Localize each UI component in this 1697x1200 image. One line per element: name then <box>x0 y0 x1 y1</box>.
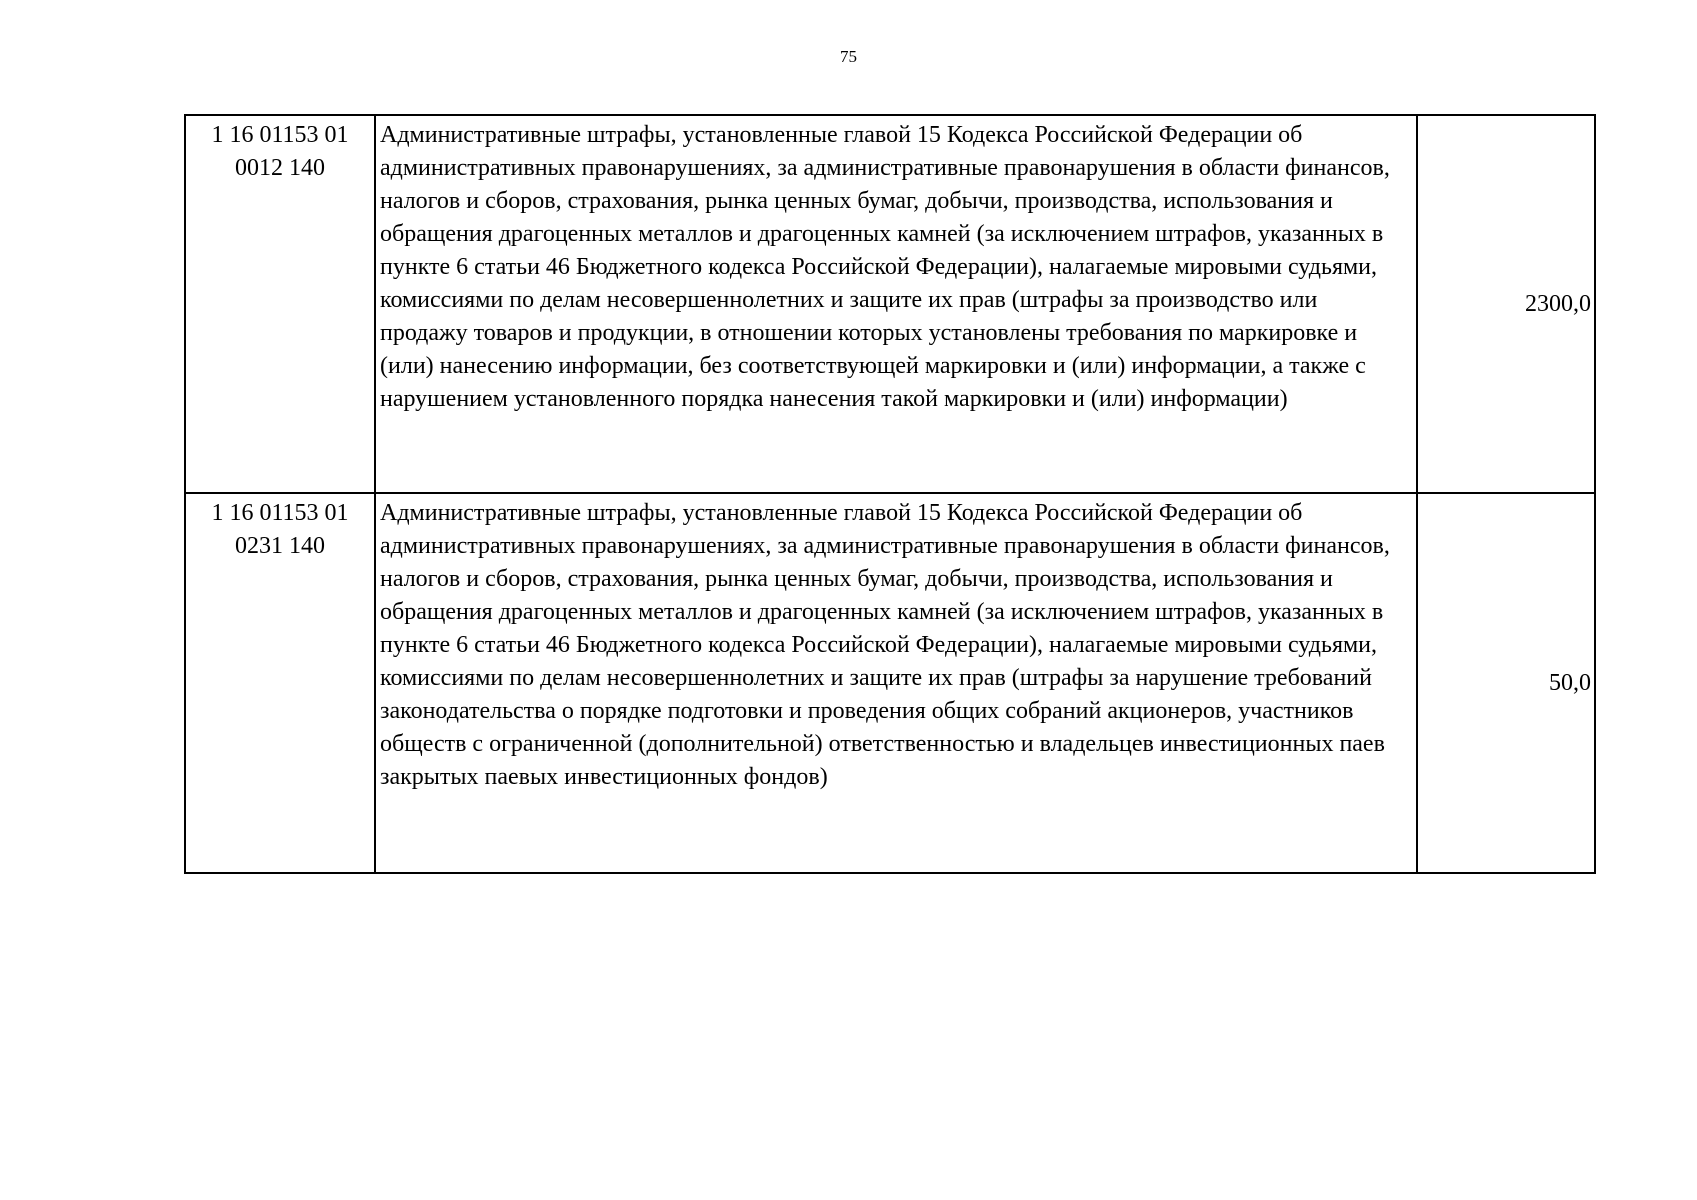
budget-code-line-1: 1 16 01153 01 <box>211 122 349 148</box>
page-number: 75 <box>840 47 857 66</box>
budget-code-line-2: 0231 140 <box>235 533 325 559</box>
budget-code-cell <box>185 493 375 873</box>
table-row <box>185 493 1595 873</box>
budget-code-cell <box>185 115 375 493</box>
budget-code-line-1: 1 16 01153 01 <box>211 500 349 526</box>
budget-code-line-2: 0012 140 <box>235 155 325 181</box>
table-row <box>185 115 1595 493</box>
budget-table <box>184 114 1596 874</box>
amount-cell: 2300,0 <box>1417 115 1595 493</box>
description-cell: Административные штрафы, установленные главой 15 Кодекса Российской Федерации об административных правонарушениях, за административные правонарушения в области финансов, налогов и сборов, страхования, рынка ценных бумаг, добычи, производства, использования и обращения драгоценных металлов и драгоценных камней (за исключением штрафов, указанных в пункте 6 статьи 46 Бюджетного кодекса Российской Федерации), налагаемые мировыми судьями, комиссиями по делам несовершеннолетних и защите их прав (штрафы за нарушение требований законодательства о порядке подготовки и проведения общих собраний акционеров, участников обществ с ограниченной (дополнительной) ответственностью и владельцев инвестиционных паев закрытых паевых инвестиционных фондов) <box>375 493 1417 873</box>
description-cell: Административные штрафы, установленные главой 15 Кодекса Российской Федерации об административных правонарушениях, за административные правонарушения в области финансов, налогов и сборов, страхования, рынка ценных бумаг, добычи, производства, использования и обращения драгоценных металлов и драгоценных камней (за исключением штрафов, указанных в пункте 6 статьи 46 Бюджетного кодекса Российской Федерации), налагаемые мировыми судьями, комиссиями по делам несовершеннолетних и защите их прав (штрафы за производство или продажу товаров и продукции, в отношении которых установлены требования по маркировке и (или) нанесению информации, без соответствующей маркировки и (или) информации, а также с нарушением установленного порядка нанесения такой маркировки и (или) информации) <box>375 115 1417 493</box>
amount-cell: 50,0 <box>1417 493 1595 873</box>
